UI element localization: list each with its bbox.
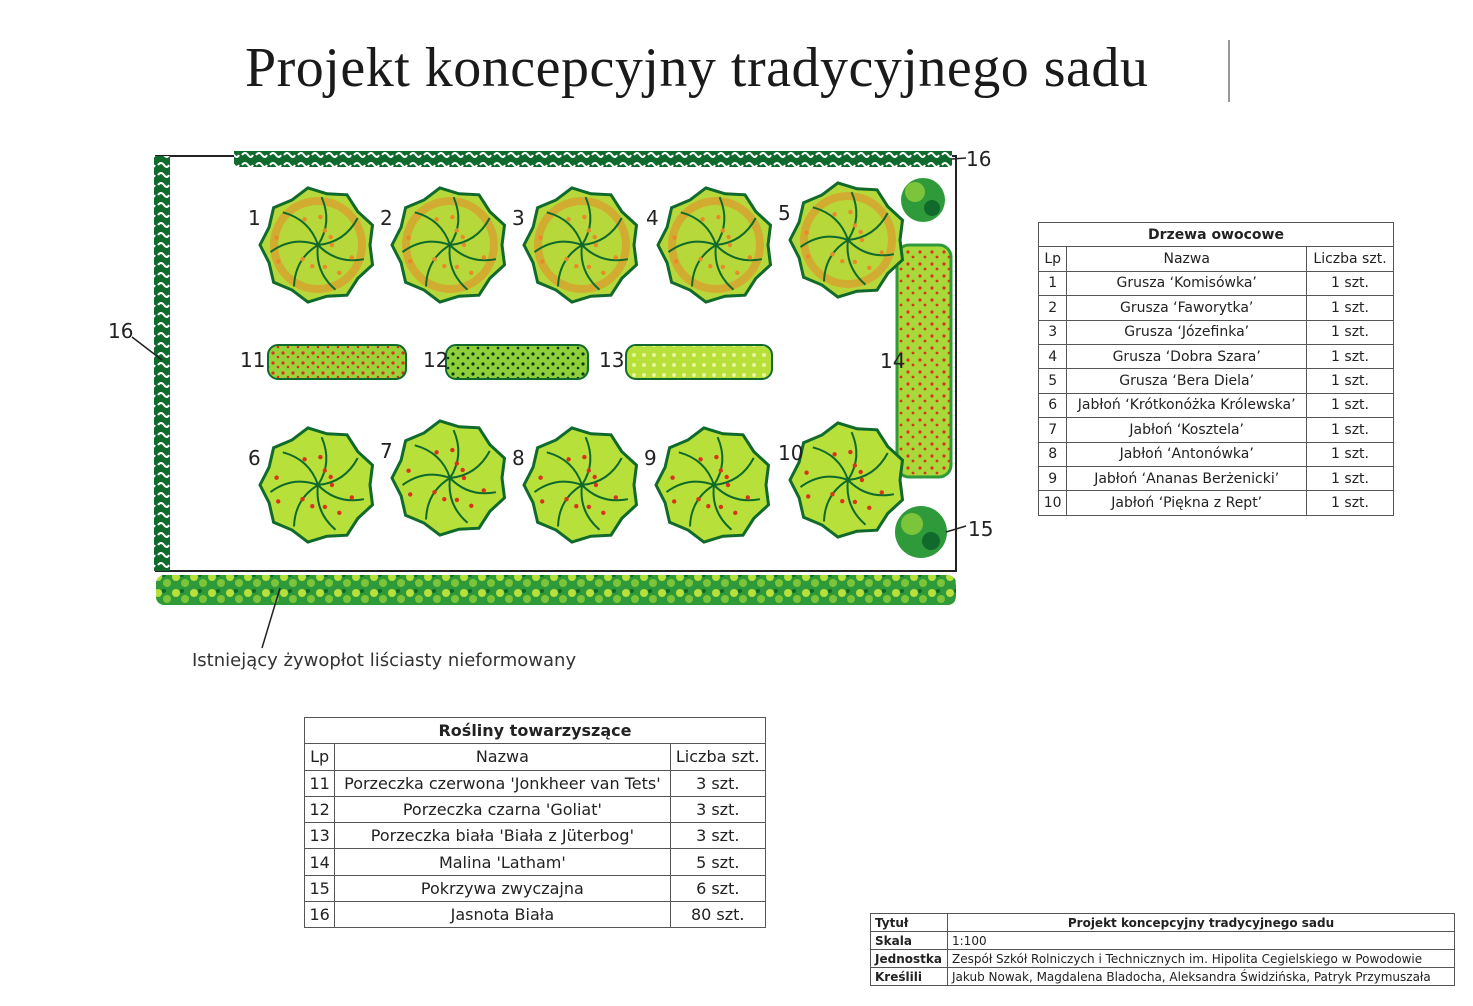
table-row: 5 Grusza ‘Bera Diela’ 1 szt.: [1039, 369, 1394, 393]
tree-2: [380, 188, 505, 302]
tree-4: [646, 188, 771, 302]
table-row: 2 Grusza ‘Faworytka’ 1 szt.: [1039, 296, 1394, 320]
table-row: 16 Jasnota Biała 80 szt.: [305, 902, 766, 928]
label-16-top: 16: [966, 147, 992, 171]
shrub-red-currant: [268, 345, 406, 379]
title-value: Projekt koncepcyjny tradycyjnego sadu: [948, 914, 1455, 932]
fruit-table-caption: Drzewa owocowe: [1039, 223, 1394, 247]
scale-value: 1:100: [948, 932, 1455, 950]
label-11: 11: [240, 348, 266, 372]
title-block: [870, 913, 1455, 986]
tree-label: 8: [512, 446, 525, 470]
table-row: 9 Jabłoń ‘Ananas Berżenicki’ 1 szt.: [1039, 466, 1394, 490]
fruit-trees-table: [1038, 222, 1394, 516]
table-row: 10 Jabłoń ‘Piękna z Rept’ 1 szt.: [1039, 491, 1394, 515]
tree-label: 4: [646, 206, 659, 230]
tree-7: [380, 421, 505, 535]
table-row: 11 Porzeczka czerwona 'Jonkheer van Tets' 3 szt.: [305, 770, 766, 796]
label-16-left: 16: [108, 319, 134, 343]
table-row: 13 Porzeczka biała 'Biała z Jüterbog' 3 szt.: [305, 823, 766, 849]
table-row: 15 Pokrzywa zwyczajna 6 szt.: [305, 875, 766, 901]
drawn-value: Jakub Nowak, Magdalena Bladocha, Aleksandra Świdzińska, Patryk Przymuszała: [948, 968, 1455, 986]
shrub-black-currant: [446, 345, 588, 379]
table-row: 8 Jabłoń ‘Antonówka’ 1 szt.: [1039, 442, 1394, 466]
tree-8: [512, 428, 637, 542]
tree-label: 2: [380, 206, 393, 230]
companion-plants-table: [304, 717, 766, 928]
tree-6: [248, 428, 373, 542]
table-row: 1 Grusza ‘Komisówka’ 1 szt.: [1039, 271, 1394, 295]
tree-label: 9: [644, 446, 657, 470]
title-key: Tytuł: [871, 914, 948, 932]
col-name: Nazwa: [335, 744, 670, 770]
tree-label: 10: [778, 441, 804, 465]
tree-3: [512, 188, 637, 302]
hedge-note: Istniejący żywopłot liściasty nieformowany: [192, 650, 577, 671]
table-row: 7 Jabłoń ‘Kosztela’ 1 szt.: [1039, 418, 1394, 442]
page-title: Projekt koncepcyjny tradycyjnego sadu: [245, 37, 1149, 99]
table-row: 4 Grusza ‘Dobra Szara’ 1 szt.: [1039, 344, 1394, 368]
unit-key: Jednostka: [871, 950, 948, 968]
tree-label: 1: [248, 206, 261, 230]
nettle-clump-top: [901, 178, 945, 222]
tree-label: 3: [512, 206, 525, 230]
table-row: 6 Jabłoń ‘Krótkonóżka Królewska’ 1 szt.: [1039, 393, 1394, 417]
tree-5: [778, 183, 903, 297]
drawn-key: Kreślili: [871, 968, 948, 986]
deadnettle-top-border: [234, 151, 952, 167]
tree-label: 7: [380, 439, 393, 463]
orchard-plan: [100, 140, 994, 700]
table-row: 14 Malina 'Latham' 5 szt.: [305, 849, 766, 875]
tree-1: [248, 188, 373, 302]
tree-label: 6: [248, 446, 261, 470]
tree-10: [778, 423, 903, 537]
label-13: 13: [599, 348, 625, 372]
tree-label: 5: [778, 201, 791, 225]
nettle-clump-bottom: [895, 506, 947, 558]
title-divider: [1228, 40, 1230, 102]
label-15: 15: [968, 517, 994, 541]
label-14: 14: [880, 349, 906, 373]
tree-9: [644, 428, 769, 542]
col-lp: Lp: [305, 744, 335, 770]
table-row: 12 Porzeczka czarna 'Goliat' 3 szt.: [305, 796, 766, 822]
companion-table-caption: Rośliny towarzyszące: [305, 718, 766, 744]
table-row: 3 Grusza ‘Józefinka’ 1 szt.: [1039, 320, 1394, 344]
col-count: Liczba szt.: [670, 744, 766, 770]
scale-key: Skala: [871, 932, 948, 950]
col-count: Liczba szt.: [1307, 247, 1394, 271]
deadnettle-left-border: [154, 156, 170, 571]
col-lp: Lp: [1039, 247, 1067, 271]
label-12: 12: [423, 348, 449, 372]
shrub-white-currant: [626, 345, 772, 379]
unit-value: Zespół Szkół Rolniczych i Technicznych im. Hipolita Cegielskiego w Powodowie: [948, 950, 1455, 968]
col-name: Nazwa: [1067, 247, 1307, 271]
